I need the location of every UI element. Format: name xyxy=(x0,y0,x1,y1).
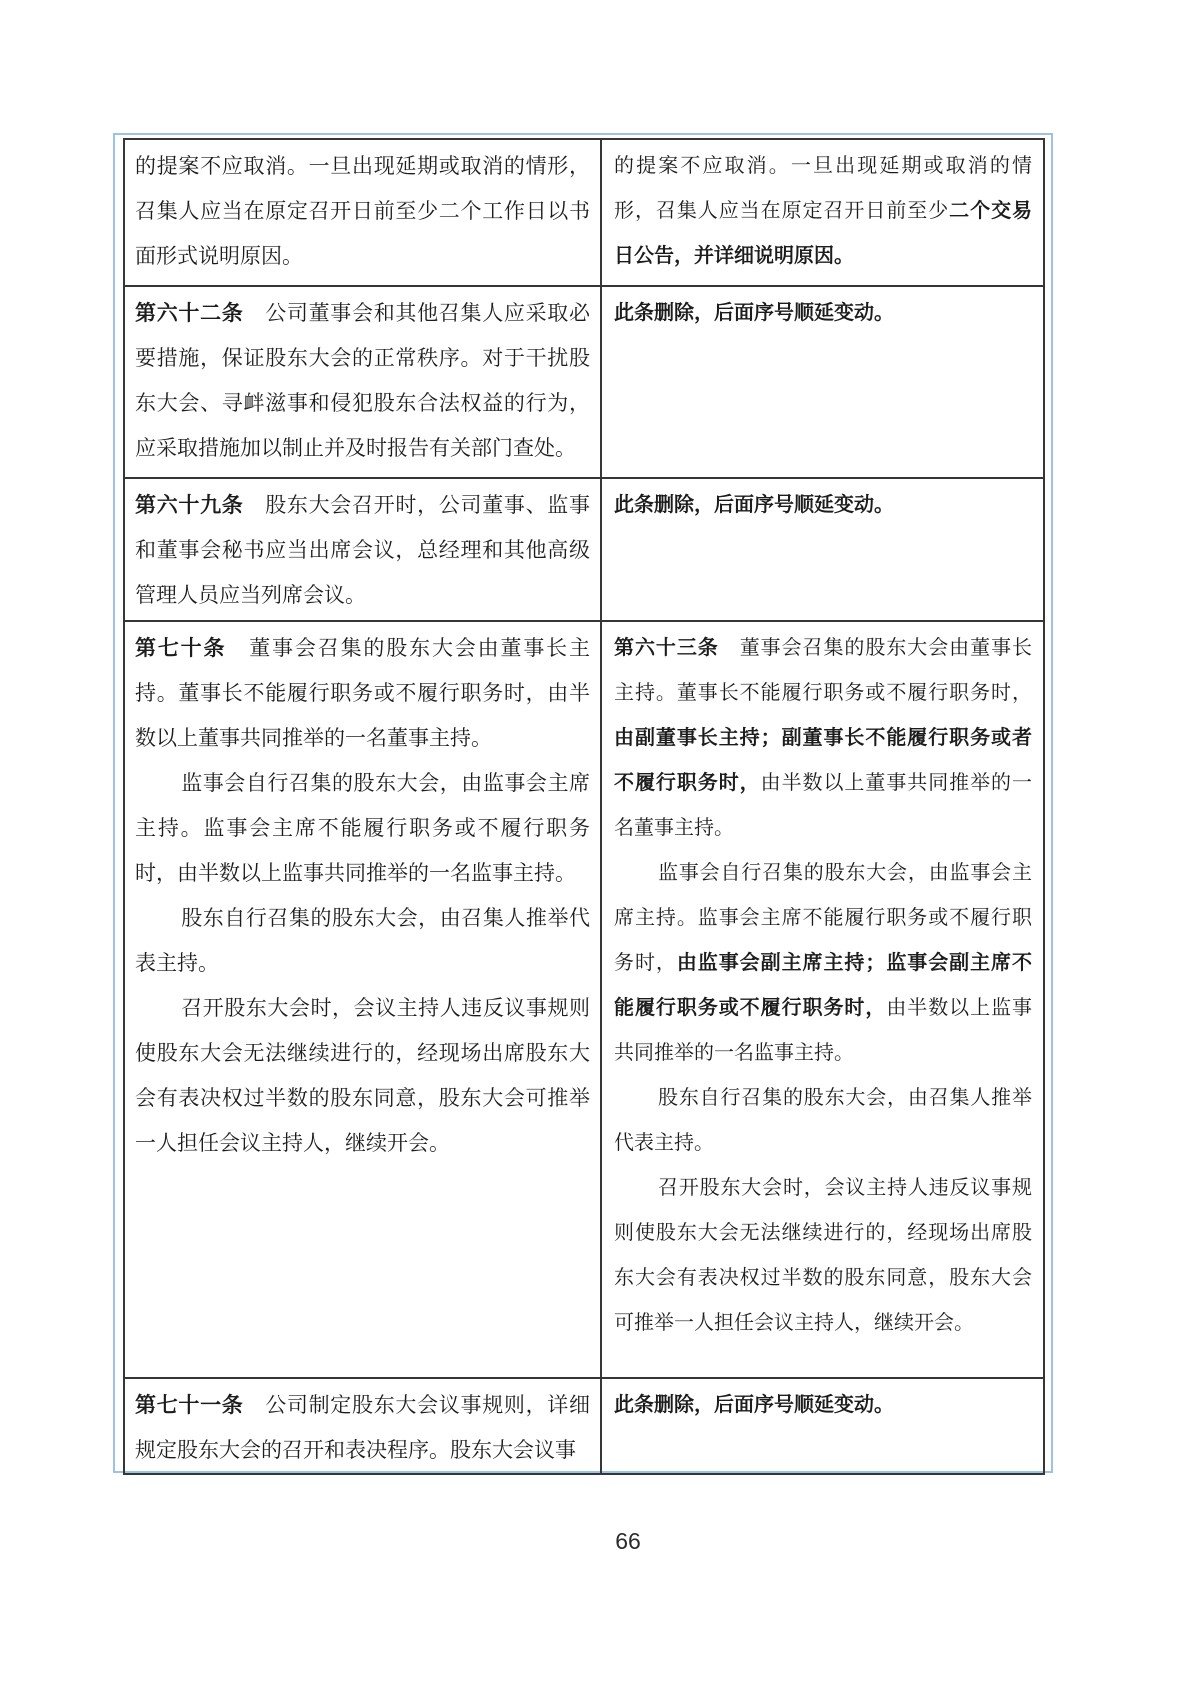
text-run: 董事会召集的股东大会由董事长主持。董事长不能履行职务或不履行职务时， xyxy=(614,637,1033,704)
paragraph xyxy=(614,851,1032,1076)
text-run-bold: 第六十九条 xyxy=(135,493,244,517)
paragraph xyxy=(614,1166,1032,1346)
text-run: 股东大会召开时，公司董事、监事和董事会秘书应当出席会议，总经理和其他高级管理人员应当列席会议。 xyxy=(135,493,590,607)
comparison-table xyxy=(123,138,1045,1475)
paragraph xyxy=(614,1076,1032,1166)
text-run: 由半数以上董事共同推举的一名董事主持。 xyxy=(614,772,1033,839)
paragraph xyxy=(135,986,590,1166)
paragraph xyxy=(614,483,1032,528)
text-run-bold: 此条删除，后面序号顺延变动。 xyxy=(614,1394,894,1416)
table-row xyxy=(124,139,1044,286)
cell-original-text xyxy=(124,621,601,1378)
text-run: 召开股东大会时，会议主持人违反议事规则使股东大会无法继续进行的，经现场出席股东大会有表决权过半数的股东同意，股东大会可推举一人担任会议主持人，继续开会。 xyxy=(135,996,590,1155)
table-row xyxy=(124,621,1044,1378)
paragraph xyxy=(135,1383,590,1473)
paragraph xyxy=(135,761,590,896)
text-run-bold: 第七十条 xyxy=(135,636,227,660)
cell-original-text xyxy=(124,478,601,621)
comparison-table-body xyxy=(124,139,1044,1474)
text-run: 董事会召集的股东大会由董事长主持。董事长不能履行职务或不履行职务时，由半数以上董事共同推举的一名董事主持。 xyxy=(135,636,591,750)
paragraph xyxy=(614,144,1032,279)
text-run-bold: 第七十一条 xyxy=(135,1393,244,1417)
text-run: 股东自行召集的股东大会，由召集人推举代表主持。 xyxy=(614,1087,1032,1154)
cell-revised-text xyxy=(601,478,1044,621)
cell-original-text xyxy=(124,139,601,286)
page-number: 66 xyxy=(615,1528,641,1554)
paragraph xyxy=(614,1383,1032,1428)
text-run: 股东自行召集的股东大会，由召集人推举代表主持。 xyxy=(135,906,590,975)
text-run: 公司董事会和其他召集人应采取必要措施，保证股东大会的正常秩序。对于干扰股东大会、寻衅滋事和侵犯股东合法权益的行为，应采取措施加以制止并及时报告有关部门查处。 xyxy=(135,301,590,460)
cell-original-text xyxy=(124,1378,601,1474)
cell-revised-text xyxy=(601,621,1044,1378)
table-row xyxy=(124,478,1044,621)
text-run: 由半数以上监事共同推举的一名监事主持。 xyxy=(614,997,1033,1064)
text-run-bold: 二个交易日公告，并详细说明原因。 xyxy=(614,200,1033,267)
paragraph xyxy=(135,291,590,471)
table-row xyxy=(124,286,1044,478)
text-run: 监事会自行召集的股东大会，由监事会主席主持。监事会主席不能履行职务或不履行职务时，由半数以上监事共同推举的一名监事主持。 xyxy=(135,771,590,885)
text-run-bold: 由监事会副主席主持；监事会副主席不能履行职务或不履行职务时， xyxy=(614,952,1033,1019)
text-run-bold: 由副董事长主持；副董事长不能履行职务或者不履行职务时， xyxy=(614,727,1032,794)
text-run-bold: 第六十二条 xyxy=(135,301,244,325)
paragraph xyxy=(614,626,1032,851)
text-run-bold: 此条删除，后面序号顺延变动。 xyxy=(614,494,894,516)
cell-revised-text xyxy=(601,1378,1044,1474)
table-row xyxy=(124,1378,1044,1474)
paragraph xyxy=(135,896,590,986)
cell-revised-text xyxy=(601,139,1044,286)
paragraph xyxy=(135,144,590,279)
cell-revised-text xyxy=(601,286,1044,478)
paragraph xyxy=(135,626,590,761)
text-run: 的提案不应取消。一旦出现延期或取消的情形，召集人应当在原定召开日前至少二个工作日以书面形式说明原因。 xyxy=(135,154,590,268)
text-run: 公司制定股东大会议事规则，详细规定股东大会的召开和表决程序。股东大会议事 xyxy=(135,1393,590,1462)
text-run: 监事会自行召集的股东大会，由监事会主席主持。监事会主席不能履行职务或不履行职务时， xyxy=(614,862,1032,974)
text-run: 的提案不应取消。一旦出现延期或取消的情形，召集人应当在原定召开日前至少 xyxy=(614,155,1032,222)
table-frame xyxy=(113,133,1053,1473)
text-run-bold: 第六十三条 xyxy=(614,637,719,659)
paragraph xyxy=(135,483,590,618)
paragraph xyxy=(614,291,1032,336)
text-run-bold: 此条删除，后面序号顺延变动。 xyxy=(614,302,894,324)
cell-original-text xyxy=(124,286,601,478)
text-run: 召开股东大会时，会议主持人违反议事规则使股东大会无法继续进行的，经现场出席股东大会有表决权过半数的股东同意，股东大会可推举一人担任会议主持人，继续开会。 xyxy=(614,1177,1032,1334)
